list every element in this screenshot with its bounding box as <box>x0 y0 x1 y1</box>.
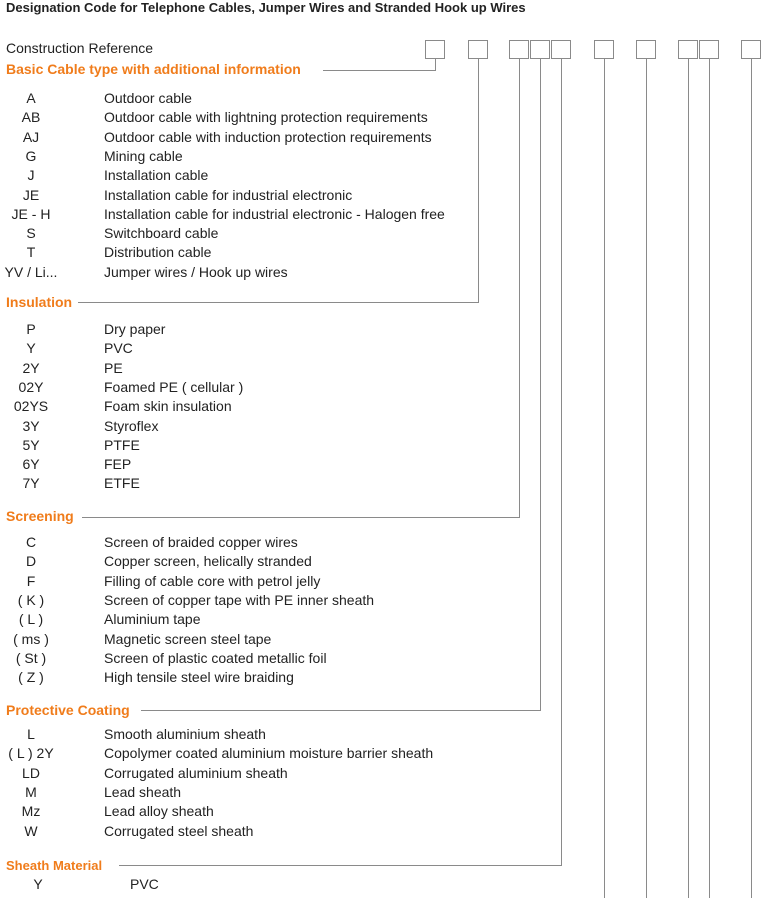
code-value: LD <box>22 764 40 781</box>
code-description: Screen of braided copper wires <box>104 534 298 550</box>
code-description: Installation cable for industrial electronic - Halogen free <box>104 205 445 222</box>
code-value: M <box>25 783 37 800</box>
code-value: AJ <box>22 128 40 145</box>
code-value: F <box>26 572 36 589</box>
code-value: 2Y <box>22 359 40 376</box>
code-description: Styroflex <box>104 417 159 434</box>
code-value: 02Y <box>18 378 44 395</box>
code-value: 5Y <box>22 436 40 453</box>
code-value: T <box>26 244 36 261</box>
code-value: AB <box>21 109 41 126</box>
code-value: ( L ) 2Y <box>8 745 54 762</box>
code-value: ( St ) <box>15 649 47 666</box>
code-description: Lead alloy sheath <box>104 803 214 820</box>
code-value: D <box>25 553 37 570</box>
code-value: 02YS <box>13 398 49 415</box>
code-value: JE - H <box>11 205 51 222</box>
code-value: ( Z ) <box>18 669 44 686</box>
code-value: Y <box>26 340 36 357</box>
code-value: ( K ) <box>17 591 45 608</box>
section-heading-insulation: Insulation <box>6 294 73 310</box>
code-value: G <box>25 147 37 164</box>
code-value: JE <box>22 186 40 203</box>
code-value: W <box>24 822 38 839</box>
code-value: 6Y <box>22 456 40 473</box>
code-description: Foamed PE ( cellular ) <box>104 378 244 395</box>
code-description: Magnetic screen steel tape <box>104 630 272 647</box>
code-value: P <box>26 321 36 337</box>
construction-reference-label: Construction Reference <box>6 40 154 56</box>
code-description: Dry paper <box>104 321 166 337</box>
code-description: Screen of plastic coated metallic foil <box>104 649 327 666</box>
code-description: FEP <box>104 456 132 473</box>
code-description: Corrugated aluminium sheath <box>104 764 288 781</box>
code-description: Filling of cable core with petrol jelly <box>104 572 321 589</box>
code-description: Outdoor cable <box>104 90 192 106</box>
code-value: 3Y <box>22 417 40 434</box>
code-value: Mz <box>21 803 41 820</box>
code-description: PVC <box>104 340 133 357</box>
code-value: Y <box>33 876 43 892</box>
code-value: A <box>26 90 36 106</box>
code-value: 7Y <box>22 475 40 492</box>
code-description: Screen of copper tape with PE inner sheath <box>104 591 375 608</box>
code-value: C <box>25 534 37 550</box>
section-heading-screening: Screening <box>6 508 74 524</box>
code-description: Switchboard cable <box>104 225 219 242</box>
code-value: ( ms ) <box>13 630 49 647</box>
code-description: Copolymer coated aluminium moisture barrier sheath <box>104 745 434 762</box>
code-value: J <box>27 167 35 184</box>
code-description: Aluminium tape <box>104 611 201 628</box>
code-description: Smooth aluminium sheath <box>104 726 266 742</box>
code-description: PTFE <box>104 436 140 453</box>
section-heading-sheath-material: Sheath Material <box>6 858 103 873</box>
code-description: PVC <box>130 876 159 892</box>
code-description: Distribution cable <box>104 244 212 261</box>
code-description: Outdoor cable with induction protection requirements <box>104 128 432 145</box>
code-value: ( L ) <box>18 611 44 628</box>
code-description: Installation cable for industrial electronic <box>104 186 353 203</box>
code-description: Outdoor cable with lightning protection requirements <box>104 109 428 126</box>
code-description: Jumper wires / Hook up wires <box>104 263 288 280</box>
code-description: Corrugated steel sheath <box>104 822 254 839</box>
section-heading-protective-coating: Protective Coating <box>6 702 130 718</box>
code-description: High tensile steel wire braiding <box>104 669 294 686</box>
code-description: Installation cable <box>104 167 209 184</box>
code-value: L <box>27 726 35 742</box>
code-description: Mining cable <box>104 147 183 164</box>
code-description: Lead sheath <box>104 783 182 800</box>
page-title: Designation Code for Telephone Cables, Jumper Wires and Stranded Hook up Wires <box>6 0 526 15</box>
code-description: Foam skin insulation <box>104 398 232 415</box>
section-heading-basic-type: Basic Cable type with additional information <box>6 61 301 77</box>
code-value: YV / Li... <box>4 263 58 280</box>
code-description: ETFE <box>104 475 140 492</box>
code-description: PE <box>104 359 123 376</box>
code-value: S <box>26 225 36 242</box>
code-description: Copper screen, helically stranded <box>104 553 312 570</box>
